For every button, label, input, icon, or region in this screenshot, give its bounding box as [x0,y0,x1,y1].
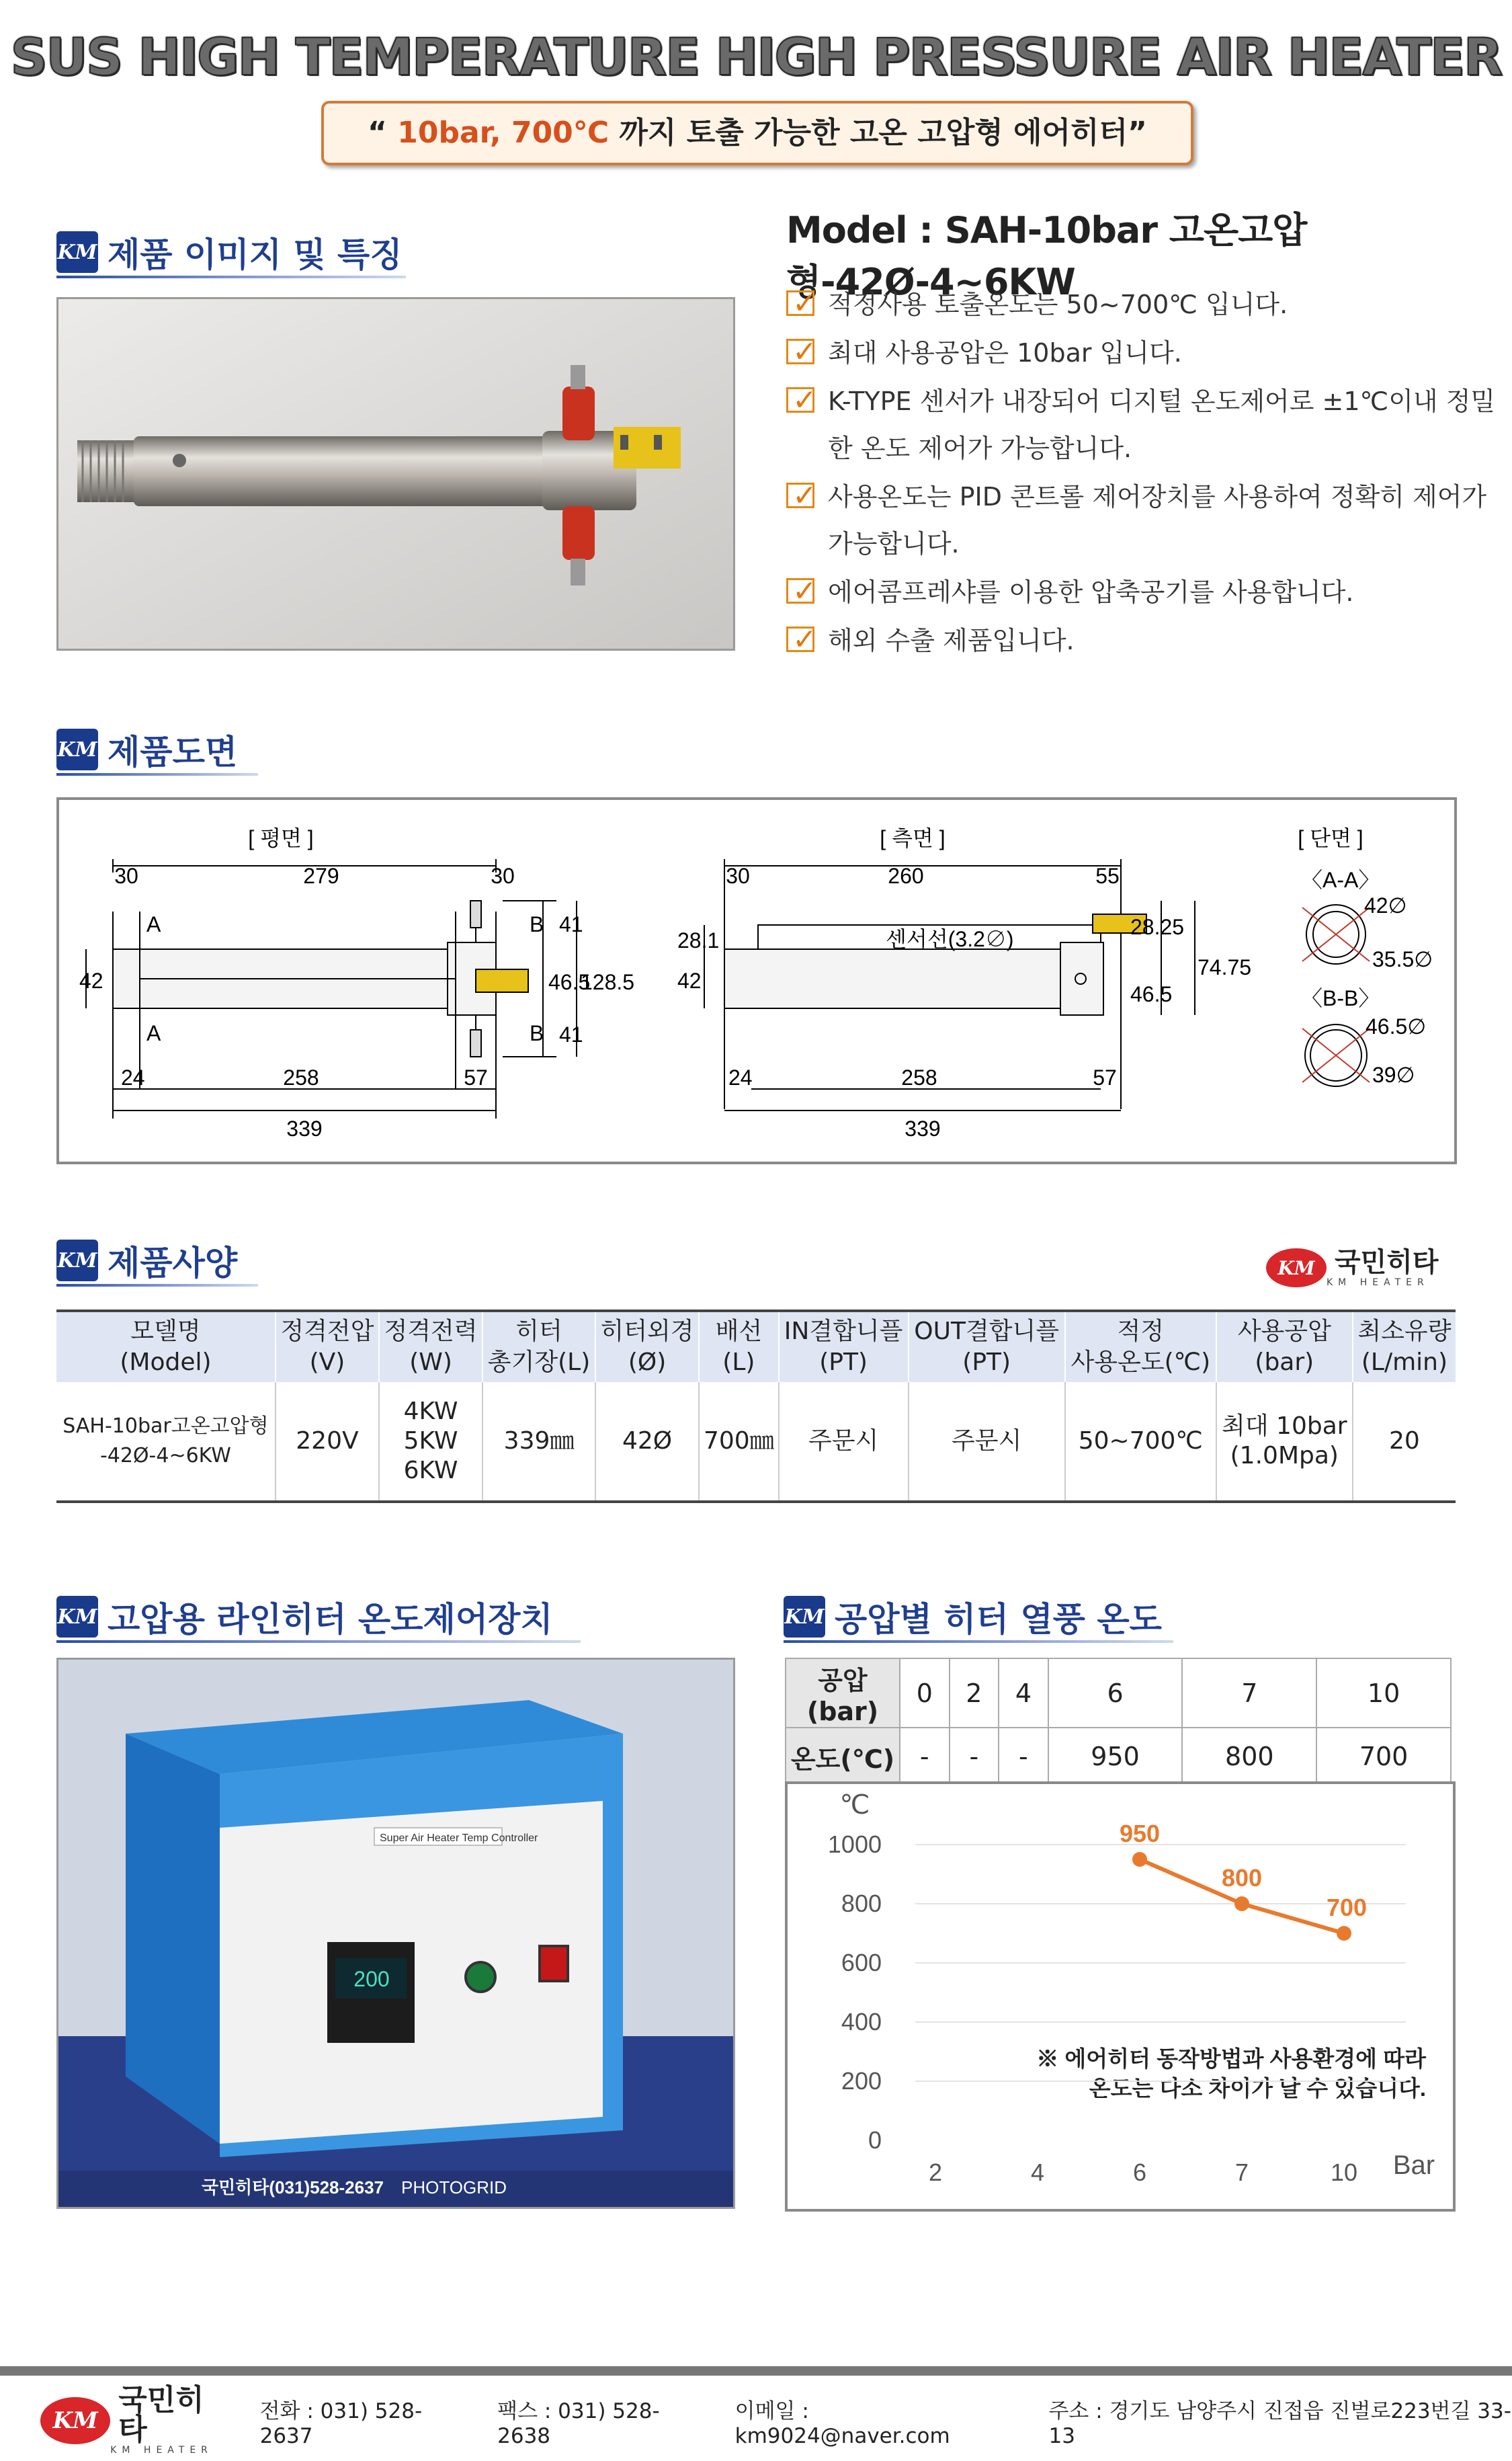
brand-name: 국민히타 [1335,1247,1439,1278]
dim-label: 46.5∅ [1366,1014,1427,1039]
pressure-table [785,1658,1452,1786]
controller-photo [56,1658,735,2209]
km-logo-icon: KM [784,1596,825,1638]
panel-label: Super Air Heater Temp Controller [380,1832,538,1844]
pressure-row-label: 공압(bar) [786,1658,900,1728]
subtitle-rest: 까지 토출 가능한 고온 고압형 에어히터” [619,116,1147,150]
chart-x-tick: 4 [1030,2159,1045,2186]
spec-header: 정격전력 (W) [379,1311,482,1382]
feature-list [786,281,1499,665]
section-mark-a: A [146,1021,161,1045]
temp-cell: - [900,1728,950,1785]
spec-header: 배선 (L) [699,1311,779,1382]
spec-cell-power: 4KW 5KW 6KW [379,1382,482,1500]
pressure-cell: 10 [1316,1658,1451,1728]
spec-header: 히터외경 (Ø) [595,1311,699,1382]
chart-x-label: Bar [1392,2150,1435,2180]
spec-cell-model: SAH-10bar고온고압형 -42Ø-4~6KW [56,1382,276,1500]
spec-cell-length: 339㎜ [482,1382,595,1500]
spec-header: OUT결합니플 (PT) [909,1311,1065,1382]
pressure-cell: 7 [1182,1658,1316,1728]
chart-note: ※ 에어히터 동작방법과 사용환경에 따라 [1036,2046,1426,2071]
brand-sub: KM HEATER [1327,1277,1429,1288]
chart-data-label: 800 [1221,1864,1263,1892]
temp-cell: - [999,1728,1048,1785]
heater-illustration [58,299,733,649]
section-divider [56,1640,581,1643]
feature-item: ✓ 에어콤프레샤를 이용한 압축공기를 사용합니다. [786,569,1499,616]
dim-label: 30 [726,864,750,888]
pressure-chart [785,1781,1456,2212]
dim-label: 41 [559,1022,583,1047]
section-mark-a: A [146,912,161,936]
spec-header: 적정 사용온도(℃) [1065,1311,1216,1382]
dim-label: 339 [905,1117,941,1141]
footer-divider [0,2366,1512,2376]
km-heater-logo-icon: KM [40,2397,110,2444]
table-row [786,1658,1451,1728]
dim-label: 258 [283,1065,319,1090]
side-label: [ 측면 ] [880,826,946,850]
photo-caption: 국민히타(031)528-2637 [201,2177,384,2197]
controller-display: 200 [353,1967,390,1991]
temp-row-label: 온도(℃) [786,1728,900,1785]
dim-label: 55 [1095,864,1120,888]
temp-cell: 700 [1316,1728,1451,1785]
footer-brand [40,2383,226,2456]
dim-label: 42∅ [1364,893,1407,918]
chart-y-tick: 800 [841,1890,882,1917]
features-section-title: 제품 이미지 및 특징 [108,235,403,274]
dim-label: 24 [728,1065,753,1090]
dim-label: 30 [114,864,138,888]
dim-label: 24 [121,1065,145,1090]
chart-svg [788,1784,1453,2209]
sensor-label: 센서선(3.2∅) [886,927,1014,951]
features-section-header [56,229,403,276]
chart-data-point [1234,1896,1249,1911]
drawing-section-header [56,726,237,773]
dim-label: 57 [1093,1065,1117,1090]
spec-cell-pressure: 최대 10bar (1.0Mpa) [1216,1382,1353,1500]
brand-logo [1266,1248,1439,1288]
section-divider [56,1284,258,1287]
checkbox-icon [786,578,814,604]
pressure-table-wrapper [785,1658,1452,1786]
spec-cell-out-nipple: 주문시 [909,1382,1065,1500]
temp-cell: 800 [1182,1728,1316,1785]
feature-item: ✓ 최대 사용공압은 10bar 입니다. [786,329,1499,376]
dim-label: 28.25 [1130,915,1185,939]
pressure-section-title: 공압별 히터 열풍 온도 [835,1600,1162,1639]
pressure-section-header [784,1593,1162,1640]
dim-label: 39∅ [1372,1063,1415,1087]
pressure-cell: 6 [1048,1658,1183,1728]
checkbox-icon [786,483,814,508]
temp-cell: 950 [1048,1728,1183,1785]
spec-header: IN결합니플 (PT) [779,1311,909,1382]
spec-header: 정격전압 (V) [276,1311,379,1382]
controller-illustration [58,1660,733,2207]
footer-email[interactable]: 이메일 : km9024@naver.com [734,2398,950,2448]
checkbox-icon [786,627,814,652]
feature-item: ✓ K-TYPE 센서가 내장되어 디지털 온도제어로 ±1℃이내 정밀한 온도 제어가 가능합니다. [786,378,1499,472]
chart-x-tick: 6 [1132,2159,1147,2186]
page-title: SUS HIGH TEMPERATURE HIGH PRESSURE AIR HEATER [10,27,1502,87]
chart-y-tick: 600 [841,1949,882,1976]
pressure-cell: 0 [900,1658,950,1728]
section-divider [56,773,258,776]
chart-y-tick: 400 [841,2008,882,2035]
chart-x-tick: 10 [1330,2159,1358,2186]
dim-label: 260 [888,864,924,888]
checkbox-icon [786,339,814,364]
dim-label: 41 [559,912,583,936]
footer-brand-name: 국민히타 [118,2383,204,2447]
dim-label: 46.5 [1130,982,1173,1006]
spec-cell-flow: 20 [1389,1427,1420,1455]
technical-drawing [56,797,1457,1164]
spec-cell-voltage: 220V [276,1382,379,1500]
dim-label: 42 [79,969,103,993]
chart-data-label: 950 [1119,1820,1161,1847]
dim-label: 30 [491,864,515,888]
spec-header: 사용공압 (bar) [1216,1311,1353,1382]
section-divider [784,1640,1173,1643]
footer-brand-sub: KM HEATER [110,2445,213,2456]
pressure-cell: 4 [999,1658,1048,1728]
subtitle-banner [321,101,1193,165]
feature-item: ✓ 적정사용 토출온도는 50~700℃ 입니다. [786,281,1499,328]
spec-header: 히터 총기장(L) [482,1311,595,1382]
plan-label: [ 평면 ] [248,826,314,850]
chart-note: 온도는 다소 차이가 날 수 있습니다. [1089,2076,1426,2101]
footer-fax: 팩스 : 031) 528-2638 [497,2398,660,2448]
footer-phone[interactable]: 전화 : 031) 528-2637 [259,2398,423,2448]
section-label: [ 단면 ] [1298,826,1363,850]
chart-y-tick: 0 [868,2126,882,2154]
dim-label: 28.1 [677,928,720,953]
footer-address: 주소 : 경기도 남양주시 진접읍 진벌로223번길 33-13 [1048,2398,1511,2448]
footer [40,2383,1512,2456]
dim-label: 128.5 [581,970,635,994]
chart-data-label: 700 [1326,1894,1368,1921]
dim-label: 258 [901,1065,937,1090]
temp-cell: - [950,1728,999,1785]
km-logo-icon: KM [56,729,98,770]
section-mark-b: B [530,1021,544,1045]
spec-cell-diameter: 42Ø [595,1382,699,1500]
section-divider [56,276,406,278]
spec-table [56,1309,1456,1500]
spec-header: 최소유량 (L/min) [1353,1311,1456,1382]
spec-cell-wire: 700㎜ [699,1382,779,1500]
checkbox-icon [786,290,814,316]
feature-item: ✓ 해외 수출 제품입니다. [786,617,1499,664]
chart-y-label: ℃ [839,1790,870,1820]
km-logo-icon: KM [56,1240,98,1281]
model-name: Model : SAH-10bar 고온고압형-42Ø-4~6KW [786,209,1307,303]
chart-y-tick: 200 [841,2067,882,2095]
product-photo [56,297,735,651]
table-row [786,1728,1451,1785]
chart-y-tick: 1000 [827,1830,882,1858]
km-heater-logo-icon: KM [1266,1248,1327,1287]
photo-tag: PHOTOGRID [401,2177,507,2197]
dim-label: 46.5 [548,970,591,994]
chart-data-point [1132,1852,1147,1867]
chart-x-tick: 7 [1234,2159,1249,2186]
table-row [56,1382,1456,1500]
drawing-svg [59,800,1454,1162]
controller-section-header [56,1593,553,1640]
dim-label: 42 [677,969,702,993]
km-logo-icon: KM [56,231,98,273]
controller-section-title: 고압용 라인히터 온도제어장치 [108,1600,553,1639]
km-logo-icon: KM [56,1596,98,1638]
section-aa-label: 〈A-A〉 [1301,868,1380,892]
dim-label: 279 [303,864,339,888]
spec-table-wrapper [56,1309,1456,1503]
feature-item: ✓ 사용온도는 PID 콘트롤 제어장치를 사용하여 정확히 제어가 가능합니다. [786,473,1499,567]
dim-label: 35.5∅ [1372,947,1433,971]
spec-header: 모델명 (Model) [56,1311,276,1382]
dim-label: 57 [464,1065,488,1090]
checkbox-icon [786,387,814,413]
section-bb-label: 〈B-B〉 [1301,986,1380,1010]
drawing-section-title: 제품도면 [108,733,238,772]
spec-section-title: 제품사양 [108,1244,238,1283]
subtitle-open-quote: “ [368,116,387,150]
spec-cell-temp: 50~700℃ [1065,1382,1216,1500]
chart-x-tick: 2 [928,2159,943,2186]
subtitle-accent: 10bar, 700℃ [397,116,610,150]
pressure-cell: 2 [950,1658,999,1728]
section-mark-b: B [530,912,544,936]
dim-label: 74.75 [1198,955,1252,979]
spec-section-header [56,1237,237,1284]
chart-data-point [1337,1926,1351,1941]
spec-cell-in-nipple: 주문시 [779,1382,909,1500]
dim-label: 339 [286,1117,323,1141]
